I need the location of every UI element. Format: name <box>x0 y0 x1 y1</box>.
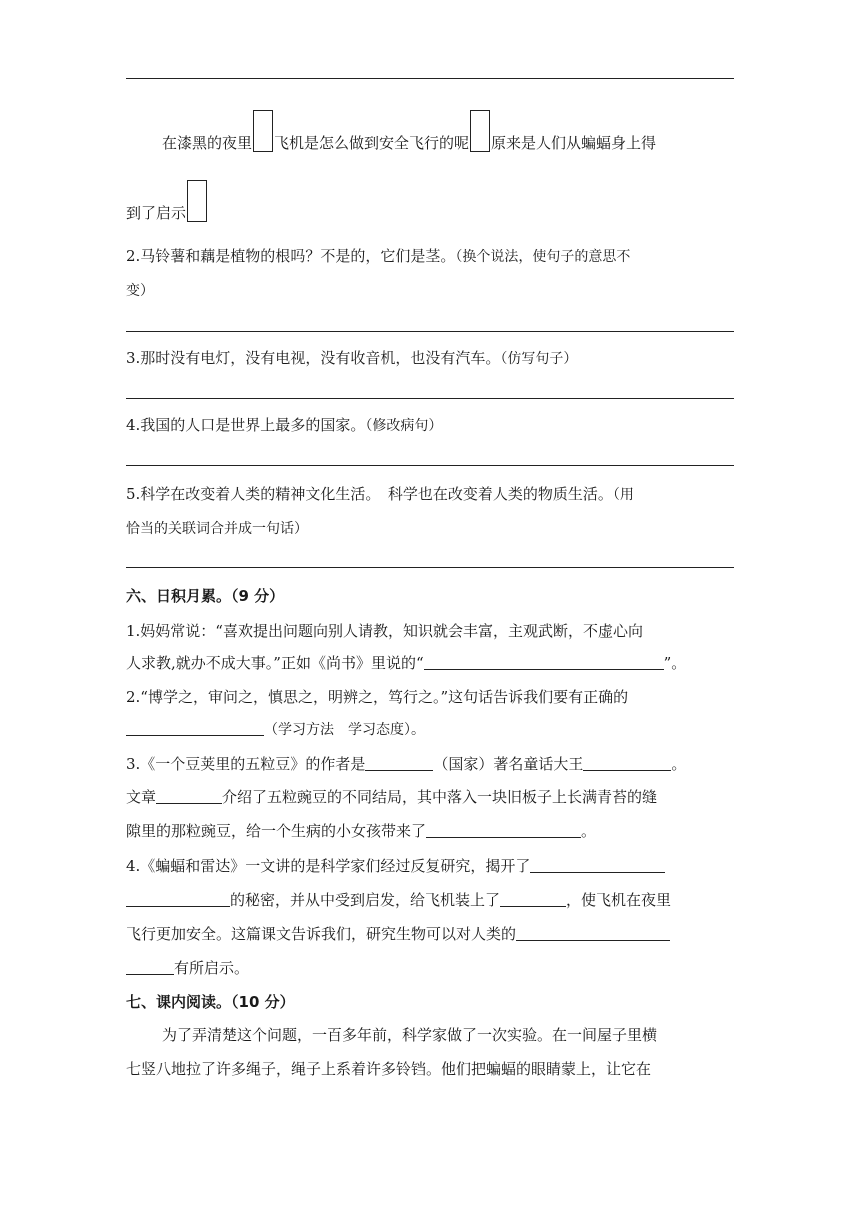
blank-country[interactable] <box>365 756 433 771</box>
question-2-note-cont: 变） <box>126 283 154 299</box>
answer-line-top <box>126 78 734 79</box>
s6-item2-line2: （学习方法 学习态度）。 <box>126 719 734 739</box>
s6-item4-line2: 的秘密，并从中受到启发，给飞机装上了 ，使飞机在夜里 <box>126 889 734 910</box>
blank-brought[interactable] <box>426 823 581 838</box>
s6-item1-line2: 人求教,就办不成大事。”正如《尚书》里说的“ ”。 <box>126 654 687 672</box>
answer-line-5[interactable] <box>126 567 734 568</box>
answer-line-2[interactable] <box>126 331 734 332</box>
question-3: 3.那时没有电灯，没有电视，没有收音机，也没有汽车。（仿写句子） <box>126 349 578 367</box>
section-6-title: 六、日积月累。（9 分） <box>126 587 285 605</box>
punctuation-sentence-line2: 到了启示 <box>126 180 734 234</box>
punctuation-sentence-line1: 在漆黑的夜里 飞机是怎么做到安全飞行的呢 原来是人们从蝙蝠身上得 <box>162 110 734 164</box>
blank-method[interactable] <box>156 789 222 804</box>
s6-item3-line3: 隙里的那粒豌豆，给一个生病的小女孩带来了 。 <box>126 822 597 840</box>
blank-study-attitude[interactable] <box>126 721 264 736</box>
blank-secret-b[interactable] <box>126 892 230 907</box>
s6-item3-line2: 文章 介绍了五粒豌豆的不同结局，其中落入一块旧板子上长满青苔的缝 <box>126 788 658 806</box>
question-5-note-cont: 恰当的关联词合并成一句话） <box>126 521 308 537</box>
blank-radar[interactable] <box>500 892 566 907</box>
punctuation-box-1[interactable] <box>253 110 273 152</box>
punctuation-box-2[interactable] <box>470 110 490 152</box>
blank-shangshu-quote[interactable] <box>424 655 664 670</box>
s6-item2-line1: 2.“博学之，审问之，慎思之，明辨之，笃行之。”这句话告诉我们要有正确的 <box>126 688 629 706</box>
punctuation-box-3[interactable] <box>187 180 207 222</box>
question-2: 2.马铃薯和藕是植物的根吗？不是的，它们是茎。（换个说法，使句子的意思不 <box>126 247 631 265</box>
question-5: 5.科学在改变着人类的精神文化生活。 科学也在改变着人类的物质生活。（用 <box>126 485 634 503</box>
s6-item4-line4: 有所启示。 <box>126 957 734 978</box>
blank-secret-a[interactable] <box>530 858 665 873</box>
answer-line-4[interactable] <box>126 465 734 466</box>
s6-item3-line1: 3.《一个豆荚里的五粒豆》的作者是 （国家）著名童话大王 。 <box>126 755 687 773</box>
answer-line-3[interactable] <box>126 398 734 399</box>
reading-paragraph-line1: 为了弄清楚这个问题，一百多年前，科学家做了一次实验。在一间屋子里横 <box>162 1026 658 1044</box>
s6-item4-line3: 飞行更加安全。这篇课文告诉我们，研究生物可以对人类的 <box>126 923 734 944</box>
question-4: 4.我国的人口是世界上最多的国家。（修改病句） <box>126 416 443 434</box>
s6-item1-line1: 1.妈妈常说：“喜欢提出问题向别人请教，知识就会丰富，主观武断，不虚心向 <box>126 622 643 640</box>
blank-inspiration-a[interactable] <box>516 926 670 941</box>
section-7-title: 七、课内阅读。（10 分） <box>126 993 295 1011</box>
blank-inspiration-b[interactable] <box>126 960 174 975</box>
blank-author[interactable] <box>583 756 671 771</box>
reading-paragraph-line2: 七竖八地拉了许多绳子，绳子上系着许多铃铛。他们把蝙蝠的眼睛蒙上，让它在 <box>126 1060 652 1078</box>
s6-item4-line1: 4.《蝙蝠和雷达》一文讲的是科学家们经过反复研究，揭开了 <box>126 855 734 876</box>
